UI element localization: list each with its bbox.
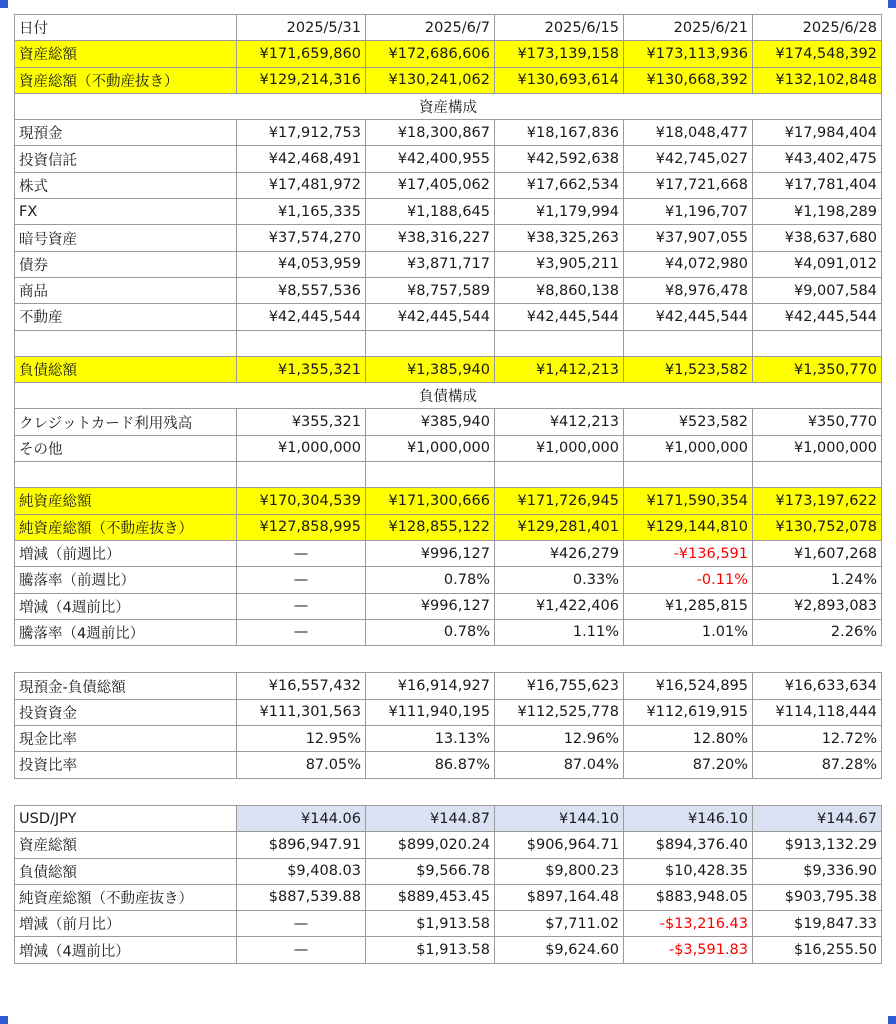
cell[interactable]: 87.20% — [624, 752, 753, 778]
cell[interactable]: 不動産 — [15, 304, 237, 330]
cell[interactable]: $903,795.38 — [753, 884, 882, 910]
date-header-row — [15, 15, 882, 41]
cell[interactable]: $896,947.91 — [237, 832, 366, 858]
cell[interactable]: $913,132.29 — [753, 832, 882, 858]
cell[interactable]: ¥8,557,536 — [237, 277, 366, 303]
table-row — [15, 172, 882, 198]
cell[interactable]: 2.26% — [753, 619, 882, 645]
cell[interactable]: 債券 — [15, 251, 237, 277]
cell[interactable]: -$3,591.83 — [624, 937, 753, 963]
cell[interactable]: ¥426,279 — [495, 540, 624, 566]
cell[interactable]: ¥42,445,544 — [495, 304, 624, 330]
cell[interactable]: ¥1,198,289 — [753, 199, 882, 225]
cell[interactable]: ¥37,907,055 — [624, 225, 753, 251]
cell[interactable]: ¥130,752,078 — [753, 514, 882, 540]
cell[interactable]: 増減（前月比） — [15, 911, 237, 937]
empty-row — [15, 462, 882, 488]
selection-handle-bottom-left[interactable] — [0, 1016, 8, 1024]
cell[interactable]: — — [237, 593, 366, 619]
section-title[interactable]: 負債構成 — [15, 383, 882, 409]
cell[interactable]: 投資資金 — [15, 699, 237, 725]
cell[interactable]: ¥173,113,936 — [624, 41, 753, 67]
cell[interactable]: 12.96% — [495, 726, 624, 752]
cell[interactable]: ¥144.06 — [237, 805, 366, 831]
cell[interactable]: ¥385,940 — [366, 409, 495, 435]
table-row — [15, 540, 882, 566]
cell[interactable]: ¥1,188,645 — [366, 199, 495, 225]
spacer — [14, 779, 882, 805]
cell[interactable]: ¥144.10 — [495, 805, 624, 831]
cell[interactable]: 現金比率 — [15, 726, 237, 752]
empty-cell[interactable] — [15, 462, 237, 488]
cell[interactable]: 2025/6/28 — [753, 15, 882, 41]
table-row — [15, 277, 882, 303]
cell[interactable]: ¥16,633,634 — [753, 673, 882, 699]
cell[interactable]: 2025/5/31 — [237, 15, 366, 41]
cell[interactable]: ¥1,412,213 — [495, 356, 624, 382]
cell[interactable]: ¥17,721,668 — [624, 172, 753, 198]
cell[interactable]: ¥171,300,666 — [366, 488, 495, 514]
cell[interactable]: -0.11% — [624, 567, 753, 593]
cell[interactable]: ¥146.10 — [624, 805, 753, 831]
cell[interactable]: ¥1,523,582 — [624, 356, 753, 382]
cell[interactable]: ¥171,659,860 — [237, 41, 366, 67]
cell[interactable]: ¥42,592,638 — [495, 146, 624, 172]
cell[interactable]: $10,428.35 — [624, 858, 753, 884]
cell[interactable]: ¥1,350,770 — [753, 356, 882, 382]
net-assets-row — [15, 488, 882, 514]
cell[interactable]: 0.33% — [495, 567, 624, 593]
cell[interactable]: ¥42,745,027 — [624, 146, 753, 172]
table-row — [15, 858, 882, 884]
cell[interactable]: ¥112,619,915 — [624, 699, 753, 725]
cell[interactable]: 13.13% — [366, 726, 495, 752]
cell[interactable]: ¥4,091,012 — [753, 251, 882, 277]
cell[interactable]: ¥172,686,606 — [366, 41, 495, 67]
cell[interactable]: ¥16,755,623 — [495, 673, 624, 699]
cell[interactable]: ¥37,574,270 — [237, 225, 366, 251]
cell[interactable]: ¥1,179,994 — [495, 199, 624, 225]
cell[interactable]: ¥127,858,995 — [237, 514, 366, 540]
empty-cell[interactable] — [366, 462, 495, 488]
cell[interactable]: ¥17,912,753 — [237, 120, 366, 146]
cell[interactable]: ¥1,000,000 — [237, 435, 366, 461]
cell[interactable]: 資産総額 — [15, 832, 237, 858]
cell[interactable]: ¥16,524,895 — [624, 673, 753, 699]
cell[interactable]: 株式 — [15, 172, 237, 198]
cell[interactable]: ¥1,385,940 — [366, 356, 495, 382]
cell[interactable]: 騰落率（4週前比） — [15, 619, 237, 645]
cell[interactable]: $9,336.90 — [753, 858, 882, 884]
cell[interactable]: $897,164.48 — [495, 884, 624, 910]
cell[interactable]: 騰落率（前週比） — [15, 567, 237, 593]
cell[interactable]: 86.87% — [366, 752, 495, 778]
cell[interactable]: 87.04% — [495, 752, 624, 778]
empty-cell[interactable] — [237, 330, 366, 356]
cell[interactable]: ¥42,400,955 — [366, 146, 495, 172]
table-row — [15, 409, 882, 435]
cell[interactable]: 12.72% — [753, 726, 882, 752]
cell[interactable]: ¥130,668,392 — [624, 67, 753, 93]
cell[interactable]: ¥8,757,589 — [366, 277, 495, 303]
cell[interactable]: ¥1,165,335 — [237, 199, 366, 225]
empty-row — [15, 330, 882, 356]
cell[interactable]: ¥18,167,836 — [495, 120, 624, 146]
cell[interactable]: ¥1,000,000 — [624, 435, 753, 461]
cell[interactable]: ¥42,445,544 — [366, 304, 495, 330]
table-row — [15, 251, 882, 277]
cell[interactable]: ¥42,445,544 — [753, 304, 882, 330]
cell[interactable]: 純資産総額（不動産抜き） — [15, 884, 237, 910]
section-title[interactable]: 資産構成 — [15, 93, 882, 119]
cell[interactable]: ¥8,860,138 — [495, 277, 624, 303]
cell[interactable]: 1.11% — [495, 619, 624, 645]
table-row — [15, 911, 882, 937]
empty-cell[interactable] — [495, 462, 624, 488]
cell[interactable]: ¥171,590,354 — [624, 488, 753, 514]
cell[interactable]: ¥17,481,972 — [237, 172, 366, 198]
cell[interactable]: 12.80% — [624, 726, 753, 752]
spreadsheet — [14, 14, 882, 964]
cell[interactable]: ¥355,321 — [237, 409, 366, 435]
cell[interactable]: $9,800.23 — [495, 858, 624, 884]
cell[interactable]: ¥18,300,867 — [366, 120, 495, 146]
empty-cell[interactable] — [753, 330, 882, 356]
table-row — [15, 304, 882, 330]
cell[interactable]: 0.78% — [366, 619, 495, 645]
table-row — [15, 225, 882, 251]
cell[interactable]: ¥17,781,404 — [753, 172, 882, 198]
cell[interactable]: ¥1,355,321 — [237, 356, 366, 382]
cell[interactable]: ¥18,048,477 — [624, 120, 753, 146]
cell[interactable]: -$13,216.43 — [624, 911, 753, 937]
cell[interactable]: ¥132,102,848 — [753, 67, 882, 93]
cell[interactable]: ¥114,118,444 — [753, 699, 882, 725]
cell[interactable]: $9,408.03 — [237, 858, 366, 884]
usd-jpy-rate-row — [15, 805, 882, 831]
cell[interactable]: — — [237, 911, 366, 937]
cell[interactable]: 増減（4週前比） — [15, 593, 237, 619]
cell[interactable]: 暗号資産 — [15, 225, 237, 251]
cell[interactable]: ¥1,000,000 — [753, 435, 882, 461]
cell[interactable]: 負債総額 — [15, 858, 237, 884]
cell[interactable]: ¥129,281,401 — [495, 514, 624, 540]
cell[interactable]: — — [237, 567, 366, 593]
cell[interactable]: ¥38,316,227 — [366, 225, 495, 251]
cell[interactable]: ¥350,770 — [753, 409, 882, 435]
cell[interactable]: 増減（前週比） — [15, 540, 237, 566]
cell[interactable]: 投資比率 — [15, 752, 237, 778]
cell[interactable]: ¥173,139,158 — [495, 41, 624, 67]
liability-section-row — [15, 383, 882, 409]
cell[interactable]: ¥112,525,778 — [495, 699, 624, 725]
cell[interactable]: クレジットカード利用残高 — [15, 409, 237, 435]
cell[interactable]: ¥4,072,980 — [624, 251, 753, 277]
cell[interactable]: ¥1,000,000 — [366, 435, 495, 461]
table-row — [15, 699, 882, 725]
cell[interactable]: $883,948.05 — [624, 884, 753, 910]
cell[interactable]: -¥136,591 — [624, 540, 753, 566]
empty-cell[interactable] — [237, 462, 366, 488]
selection-handle-bottom-right[interactable] — [888, 1016, 896, 1024]
cell[interactable]: ¥111,940,195 — [366, 699, 495, 725]
cell[interactable]: — — [237, 619, 366, 645]
cell[interactable]: ¥412,213 — [495, 409, 624, 435]
cell[interactable]: ¥9,007,584 — [753, 277, 882, 303]
cell[interactable]: ¥8,976,478 — [624, 277, 753, 303]
cell[interactable]: $9,566.78 — [366, 858, 495, 884]
cell[interactable]: — — [237, 937, 366, 963]
table-row — [15, 593, 882, 619]
cell[interactable]: ¥130,241,062 — [366, 67, 495, 93]
total-assets-row — [15, 41, 882, 67]
cell[interactable]: ¥996,127 — [366, 593, 495, 619]
asset-section-row — [15, 93, 882, 119]
table-row — [15, 832, 882, 858]
cell[interactable]: ¥38,325,263 — [495, 225, 624, 251]
cell[interactable]: 1.24% — [753, 567, 882, 593]
cell[interactable]: 2025/6/15 — [495, 15, 624, 41]
cell[interactable]: $7,711.02 — [495, 911, 624, 937]
cell[interactable]: ¥38,637,680 — [753, 225, 882, 251]
cell[interactable]: ¥1,285,815 — [624, 593, 753, 619]
cell[interactable]: ¥111,301,563 — [237, 699, 366, 725]
asset-summary-table — [14, 14, 882, 646]
cell[interactable]: ¥1,607,268 — [753, 540, 882, 566]
cell[interactable]: 資産総額 — [15, 41, 237, 67]
cell[interactable]: ¥2,893,083 — [753, 593, 882, 619]
cell[interactable]: 1.01% — [624, 619, 753, 645]
total-liabilities-row — [15, 356, 882, 382]
empty-cell[interactable] — [753, 462, 882, 488]
cell[interactable]: 投資信託 — [15, 146, 237, 172]
cell[interactable]: $1,913.58 — [366, 937, 495, 963]
cell[interactable]: ¥43,402,475 — [753, 146, 882, 172]
cell[interactable]: ¥16,914,927 — [366, 673, 495, 699]
empty-cell[interactable] — [495, 330, 624, 356]
table-row — [15, 435, 882, 461]
cell[interactable]: ¥42,468,491 — [237, 146, 366, 172]
cell[interactable]: 純資産総額（不動産抜き） — [15, 514, 237, 540]
cell[interactable]: $1,913.58 — [366, 911, 495, 937]
cell[interactable]: 日付 — [15, 15, 237, 41]
selection-handle-top-left[interactable] — [0, 0, 8, 8]
cell[interactable]: ¥16,557,432 — [237, 673, 366, 699]
cell[interactable]: 純資産総額 — [15, 488, 237, 514]
cell[interactable]: $906,964.71 — [495, 832, 624, 858]
cell[interactable]: ¥170,304,539 — [237, 488, 366, 514]
cell[interactable]: ¥3,871,717 — [366, 251, 495, 277]
cell[interactable]: ¥144.87 — [366, 805, 495, 831]
cell[interactable]: $9,624.60 — [495, 937, 624, 963]
table-row — [15, 726, 882, 752]
cell[interactable]: ¥17,405,062 — [366, 172, 495, 198]
spacer — [14, 646, 882, 672]
cell[interactable]: ¥129,144,810 — [624, 514, 753, 540]
cell[interactable]: 商品 — [15, 277, 237, 303]
table-row — [15, 937, 882, 963]
cell[interactable]: $899,020.24 — [366, 832, 495, 858]
cell[interactable]: ¥174,548,392 — [753, 41, 882, 67]
cell[interactable]: 2025/6/21 — [624, 15, 753, 41]
table-row — [15, 146, 882, 172]
cell[interactable]: ¥4,053,959 — [237, 251, 366, 277]
empty-cell[interactable] — [624, 462, 753, 488]
cell[interactable]: ¥130,693,614 — [495, 67, 624, 93]
cell[interactable]: 増減（4週前比） — [15, 937, 237, 963]
cell[interactable]: $19,847.33 — [753, 911, 882, 937]
table-row — [15, 567, 882, 593]
cell[interactable]: ¥129,214,316 — [237, 67, 366, 93]
cell[interactable]: ¥1,000,000 — [495, 435, 624, 461]
ratio-table — [14, 672, 882, 778]
table-row — [15, 199, 882, 225]
empty-cell[interactable] — [624, 330, 753, 356]
cell[interactable]: $889,453.45 — [366, 884, 495, 910]
empty-cell[interactable] — [15, 330, 237, 356]
cell[interactable]: $894,376.40 — [624, 832, 753, 858]
cell[interactable]: ¥173,197,622 — [753, 488, 882, 514]
cell[interactable]: 資産総額（不動産抜き） — [15, 67, 237, 93]
usd-table — [14, 805, 882, 964]
table-row — [15, 673, 882, 699]
cell[interactable]: 12.95% — [237, 726, 366, 752]
cell[interactable]: ¥42,445,544 — [237, 304, 366, 330]
cell[interactable]: 2025/6/7 — [366, 15, 495, 41]
table-row — [15, 752, 882, 778]
cell[interactable]: 現預金 — [15, 120, 237, 146]
cell[interactable]: 現預金-負債総額 — [15, 673, 237, 699]
cell[interactable]: ¥144.67 — [753, 805, 882, 831]
table-row — [15, 619, 882, 645]
cell[interactable]: その他 — [15, 435, 237, 461]
cell[interactable]: $887,539.88 — [237, 884, 366, 910]
cell[interactable]: 負債総額 — [15, 356, 237, 382]
cell[interactable]: USD/JPY — [15, 805, 237, 831]
selection-handle-top-right[interactable] — [888, 0, 896, 8]
empty-cell[interactable] — [366, 330, 495, 356]
table-row — [15, 884, 882, 910]
cell[interactable]: 0.78% — [366, 567, 495, 593]
table-row — [15, 120, 882, 146]
net-assets-ex-realestate-row — [15, 514, 882, 540]
cell[interactable]: ¥996,127 — [366, 540, 495, 566]
cell[interactable]: FX — [15, 199, 237, 225]
cell[interactable]: — — [237, 540, 366, 566]
cell[interactable]: ¥17,984,404 — [753, 120, 882, 146]
cell[interactable]: ¥128,855,122 — [366, 514, 495, 540]
cell[interactable]: ¥171,726,945 — [495, 488, 624, 514]
cell[interactable]: 87.28% — [753, 752, 882, 778]
cell[interactable]: ¥3,905,211 — [495, 251, 624, 277]
cell[interactable]: ¥42,445,544 — [624, 304, 753, 330]
cell[interactable]: $16,255.50 — [753, 937, 882, 963]
cell[interactable]: ¥1,196,707 — [624, 199, 753, 225]
cell[interactable]: ¥17,662,534 — [495, 172, 624, 198]
cell[interactable]: ¥1,422,406 — [495, 593, 624, 619]
cell[interactable]: ¥523,582 — [624, 409, 753, 435]
cell[interactable]: 87.05% — [237, 752, 366, 778]
total-assets-ex-realestate-row — [15, 67, 882, 93]
